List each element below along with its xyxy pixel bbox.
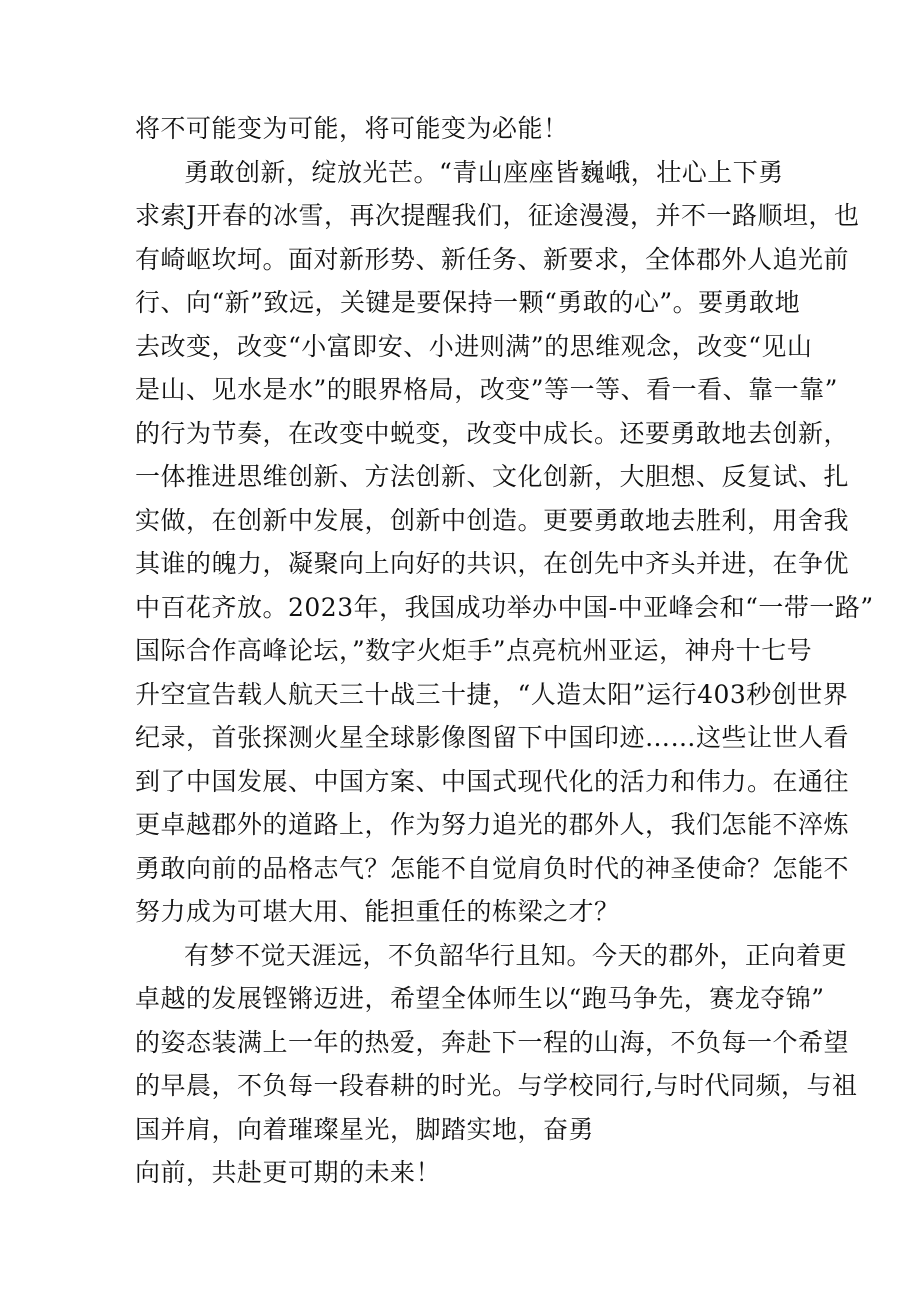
text-line: 卓越的发展铿锵迈进，希望全体师生以“跑马争先，赛龙夺锦”: [135, 984, 825, 1013]
text-line: 的姿态装满上一年的热爱，奔赴下一程的山海，不负每一个希望: [135, 1028, 850, 1057]
paragraph-first-line: 勇敢创新，绽放光芒。“青山座座皆巍峨，壮心上下勇: [184, 158, 784, 187]
text-line: 升空宣告载人航天三十战三十捷，“人造太阳”运行403秒创世界: [135, 680, 849, 709]
text-line: 求索J开春的冰雪，再次提醒我们，征途漫漫，并不一路顺坦，也: [135, 201, 860, 230]
text-line: 勇敢向前的品格志气？怎能不自觉肩负时代的神圣使命？怎能不: [135, 854, 850, 883]
text-line: 的行为节奏，在改变中蜕变，改变中成长。还要勇敢地去创新，: [135, 419, 850, 448]
text-line: 到了中国发展、中国方案、中国式现代化的活力和伟力。在通往: [135, 767, 850, 796]
text-line: 国并肩，向着璀璨星光，脚踏实地，奋勇: [135, 1115, 595, 1144]
text-line: 行、向“新”致远，关键是要保持一颗“勇敢的心”。要勇敢地: [135, 288, 801, 317]
text-line: 去改变，改变“小富即安、小进则满”的思维观念，改变“见山: [135, 332, 813, 361]
text-line: 是山、见水是水”的眼界格局，改变”等一等、看一看、靠一靠”: [135, 375, 838, 404]
text-line: 一体推进思维创新、方法创新、文化创新，大胆想、反复试、扎: [135, 462, 850, 491]
text-line: 的早晨，不负每一段春耕的时光。与学校同行,与时代同频，与祖: [135, 1071, 858, 1100]
text-line: 其谁的魄力，凝聚向上向好的共识，在创先中齐头并进，在争优: [135, 549, 850, 578]
text-line: 有崎岖坎坷。面对新形势、新任务、新要求，全体郡外人追光前: [135, 245, 850, 274]
text-line: 中百花齐放。2023年，我国成功举办中国-中亚峰会和“一带一路”: [135, 593, 874, 622]
text-line: 将不可能变为可能，将可能变为必能！: [135, 114, 569, 143]
text-line: 实做，在创新中发展，创新中创造。更要勇敢地去胜利，用舍我: [135, 506, 850, 535]
text-line: 向前，共赴更可期的未来！: [135, 1158, 442, 1187]
text-line: 国际合作高峰论坛，”数字火炬手”点亮杭州亚运，神舟十七号: [135, 636, 813, 665]
paragraph-first-line: 有梦不觉天涯远，不负韶华行且知。今天的郡外，正向着更: [184, 941, 848, 970]
text-line: 纪录，首张探测火星全球影像图留下中国印迹……这些让世人看: [135, 723, 850, 752]
text-line: 更卓越郡外的道路上，作为努力追光的郡外人，我们怎能不淬炼: [135, 810, 850, 839]
text-line: 努力成为可堪大用、能担重任的栋梁之才？: [135, 897, 620, 926]
